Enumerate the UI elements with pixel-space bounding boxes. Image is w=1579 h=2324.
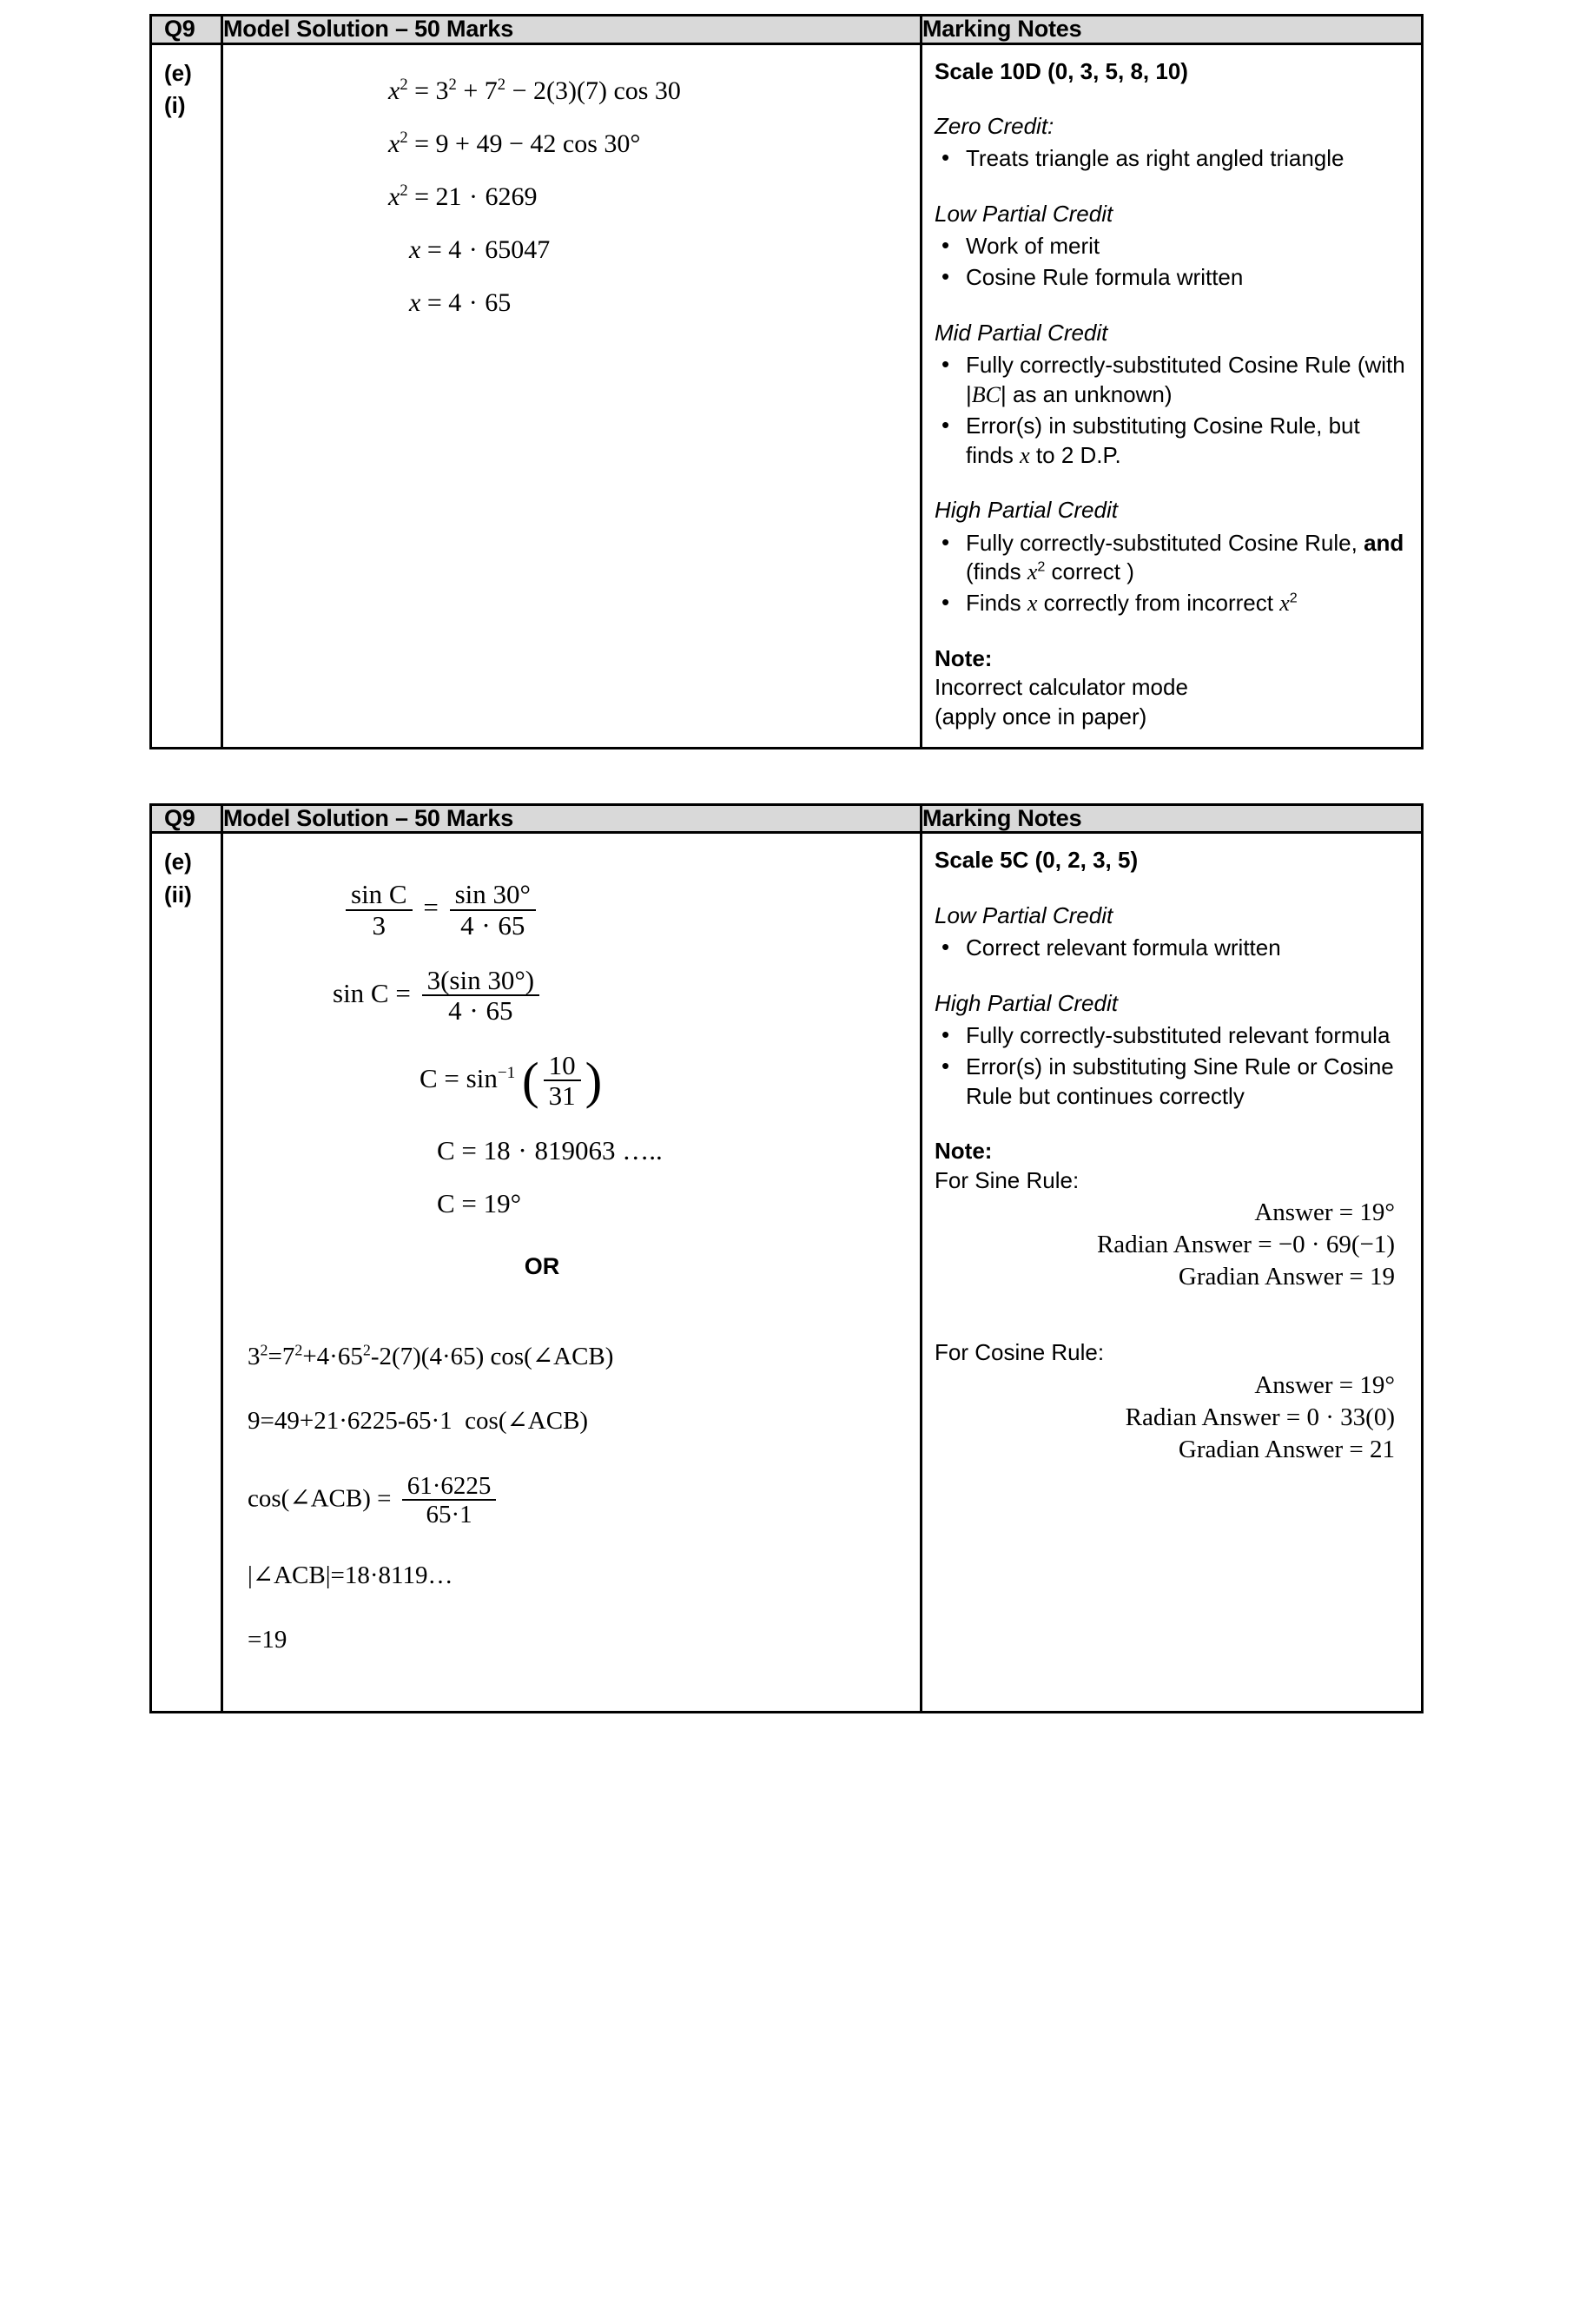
list-item: • Error(s) in substituting Sine Rule or Cosine Rule but continues correctly <box>964 1053 1411 1112</box>
solution-equations-sine <box>239 849 904 1216</box>
equation-line: $x^2 = 21 \cdot 6269$ <box>388 181 538 211</box>
notes-bullet-list <box>935 529 1411 618</box>
table-row <box>151 43 1423 748</box>
marking-table-eii <box>149 803 1424 1713</box>
solution-equations <box>239 61 904 316</box>
equation-line: =19 <box>248 1625 287 1654</box>
equation-line: $\frac{\text{sin C}}{3}$ = $\frac{\sin 30^\circ}{4 \cdot 65}$ <box>239 881 904 940</box>
header-question: Q9 <box>151 804 222 833</box>
table-header-row <box>151 804 1423 833</box>
question-part-label: (e) <box>164 848 192 875</box>
list-item: • Finds x correctly from incorrect $x^2$ <box>964 589 1411 618</box>
model-solution-cell <box>222 43 922 748</box>
question-part-cell <box>151 833 222 1712</box>
or-separator-label: OR <box>524 1252 560 1279</box>
notes-group-low-partial <box>935 200 1411 293</box>
scale-label: Scale 10D (0, 3, 5, 8, 10) <box>935 57 1188 84</box>
equation-line: C = 19° <box>437 1187 522 1218</box>
equation-line: x = 4 · 65047 <box>409 234 551 264</box>
header-marking-notes: Marking Notes <box>922 16 1423 44</box>
scale-label: Scale 5C (0, 2, 3, 5) <box>935 847 1139 874</box>
table-header-row <box>151 16 1423 44</box>
cosine-answers <box>935 1370 1411 1466</box>
notes-bullet-list <box>935 232 1411 293</box>
question-part-cell <box>151 43 222 748</box>
equation-line: C = 18 · 819063 ….. <box>437 1134 663 1165</box>
notes-group-zero-credit <box>935 112 1411 174</box>
solution-equations-cosine <box>239 1280 904 1653</box>
answer-line: Answer = 19° <box>1254 1370 1395 1399</box>
answer-gap <box>935 1293 1411 1338</box>
cosine-rule-heading: For Cosine Rule: <box>935 1339 1105 1366</box>
marking-notes-cell <box>922 43 1423 748</box>
notes-group-high-partial <box>935 989 1411 1112</box>
notes-group-title: Mid Partial Credit <box>935 319 1108 346</box>
notes-group-title: High Partial Credit <box>935 989 1118 1016</box>
question-sub-label: (ii) <box>164 881 192 908</box>
list-item: • Fully correctly-substituted relevant formula <box>964 1021 1411 1051</box>
table-gap <box>0 749 1579 803</box>
equation-line: $x^2 = 9 + 49 - 42$ cos 30° <box>388 128 641 158</box>
list-item: • Treats triangle as right angled triangle <box>964 144 1411 174</box>
table-row <box>151 833 1423 1712</box>
header-model-solution: Model Solution – 50 Marks <box>222 804 922 833</box>
header-question: Q9 <box>151 16 222 44</box>
notes-bullet-list <box>935 144 1411 174</box>
notes-group-title: Zero Credit: <box>935 112 1054 139</box>
notes-bullet-list <box>935 934 1411 963</box>
notes-bullet-list <box>935 1021 1411 1111</box>
note-line: (apply once in paper) <box>935 703 1147 730</box>
notes-group-mid-partial <box>935 319 1411 470</box>
marking-notes-cell <box>922 833 1423 1712</box>
notes-group-high-partial <box>935 496 1411 618</box>
sine-answers <box>935 1197 1411 1293</box>
header-model-solution: Model Solution – 50 Marks <box>222 16 922 44</box>
sine-rule-heading: For Sine Rule: <box>935 1166 1080 1193</box>
list-item: • Work of merit <box>964 232 1411 261</box>
question-sub-label: (i) <box>164 92 186 119</box>
model-solution-cell <box>222 833 922 1712</box>
notes-group-title: Low Partial Credit <box>935 201 1113 228</box>
equation-line: |∠ACB|=18·8119… <box>248 1561 453 1589</box>
notes-group-title: High Partial Credit <box>935 497 1118 524</box>
answer-line: Gradian Answer = 19 <box>1178 1263 1395 1291</box>
note-title: Note: <box>935 1138 993 1165</box>
equation-line: $3^2=7^2+4\cdot 65^2-2(7)(4\cdot 65)$ cos(∠ACB) <box>248 1341 614 1370</box>
notes-bullet-list <box>935 351 1411 470</box>
answer-line: Radian Answer = 0 · 33(0) <box>1125 1403 1395 1431</box>
list-item: • Fully correctly-substituted Cosine Rule (with |BC| as an unknown) <box>964 351 1411 410</box>
header-marking-notes: Marking Notes <box>922 804 1423 833</box>
list-item: • Fully correctly-substituted Cosine Rule, and (finds $x^2$ correct ) <box>964 529 1411 588</box>
answer-line: Gradian Answer = 21 <box>1178 1435 1395 1463</box>
question-part-label: (e) <box>164 59 192 86</box>
answer-line: Radian Answer = −0 · 69(−1) <box>1096 1231 1395 1259</box>
equation-line: 9=49+21·6225-65·1 cos(∠ACB) <box>248 1406 589 1435</box>
notes-group-title: Low Partial Credit <box>935 901 1113 928</box>
note-line: Incorrect calculator mode <box>935 674 1188 701</box>
answer-line: Answer = 19° <box>1254 1198 1395 1226</box>
equation-line: $C = \sin^{-1}$ ( $\frac{10}{31}$ ) <box>420 1049 603 1112</box>
list-item: • Correct relevant formula written <box>964 934 1411 963</box>
note-block <box>935 1137 1411 1465</box>
equation-line: x = 4 · 65 <box>409 287 512 317</box>
marking-table-ei <box>149 14 1424 749</box>
list-item: • Cosine Rule formula written <box>964 263 1411 293</box>
note-block <box>935 644 1411 731</box>
equation-line: $x^2 = 3^2 + 7^2 - 2(3)(7)$ cos 30 <box>388 75 681 105</box>
notes-group-low-partial <box>935 901 1411 963</box>
list-item: • Error(s) in substituting Cosine Rule, but finds x to 2 D.P. <box>964 412 1411 471</box>
equation-line: cos(∠ACB) = $\frac{61\cdot 6225}{65\cdot 1}$ <box>239 1473 904 1528</box>
equation-line: sin C = $\frac{3(\sin 30^\circ)}{4 \cdot 65}$ <box>239 967 904 1026</box>
note-title: Note: <box>935 644 993 671</box>
